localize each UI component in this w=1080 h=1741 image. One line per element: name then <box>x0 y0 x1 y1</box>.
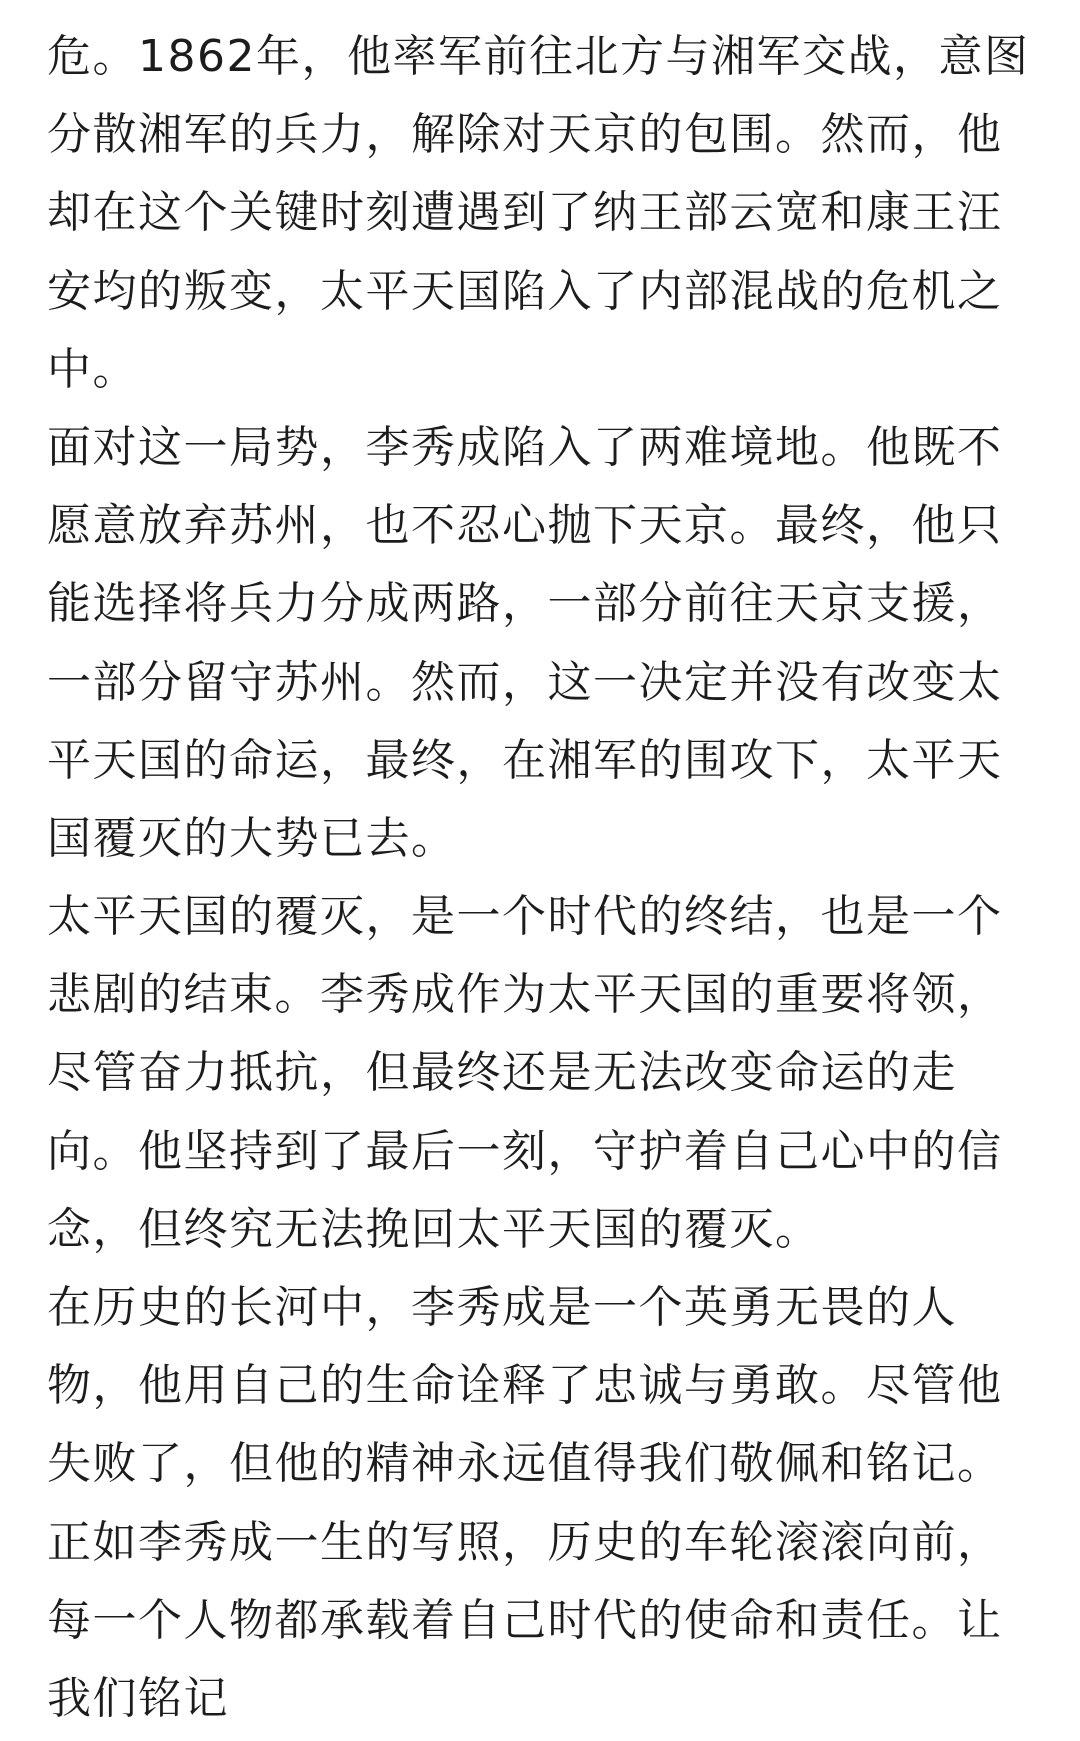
text-line: 安均的叛变，太平天国陷入了内部混战的危机之 <box>47 265 1003 317</box>
text-line: 却在这个关键时刻遭遇到了纳王部云宽和康王汪 <box>47 187 1003 239</box>
text-line: 面对这一局势，李秀成陷入了两难境地。他既不 <box>47 421 1003 473</box>
article-body <box>47 18 1037 1738</box>
text-line: 向。他坚持到了最后一刻，守护着自己心中的信 <box>47 1125 1003 1177</box>
text-line: 在历史的长河中，李秀成是一个英勇无畏的人 <box>47 1282 957 1333</box>
text-line: 念，但终究无法挽回太平天国的覆灭。 <box>47 1203 821 1255</box>
text-line: 一部分留守苏州。然而，这一决定并没有改变太 <box>47 656 1003 708</box>
text-line: 中。 <box>47 343 138 395</box>
text-line: 太平天国的覆灭，是一个时代的终结，也是一个 <box>47 891 1003 943</box>
text-line: 国覆灭的大势已去。 <box>47 812 457 864</box>
text-line: 愿意放弃苏州，也不忍心抛下天京。最终，他只 <box>47 500 1003 552</box>
text-line: 分散湘军的兵力，解除对天京的包围。然而，他 <box>47 109 1003 161</box>
text-line: 我们铭记 <box>47 1672 229 1724</box>
text-line: 平天国的命运，最终，在湘军的围攻下，太平天 <box>47 734 1003 786</box>
text-line: 能选择将兵力分成两路，一部分前往天京支援， <box>47 578 1003 630</box>
text-line: 每一个人物都承载着自己时代的使命和责任。让 <box>47 1594 1003 1646</box>
text-line: 尽管奋力抵抗，但最终还是无法改变命运的走 <box>47 1047 957 1099</box>
text-line: 悲剧的结束。李秀成作为太平天国的重要将领， <box>47 969 1003 1021</box>
text-line: 失败了，但他的精神永远值得我们敬佩和铭记。 <box>47 1438 1003 1490</box>
text-line: 正如李秀成一生的写照，历史的车轮滚滚向前， <box>47 1516 1003 1568</box>
text-line: 物，他用自己的生命诠释了忠诚与勇敢。尽管他 <box>47 1360 1003 1412</box>
text-line: 危。1862年，他率军前往北方与湘军交战，意图 <box>47 31 1030 82</box>
